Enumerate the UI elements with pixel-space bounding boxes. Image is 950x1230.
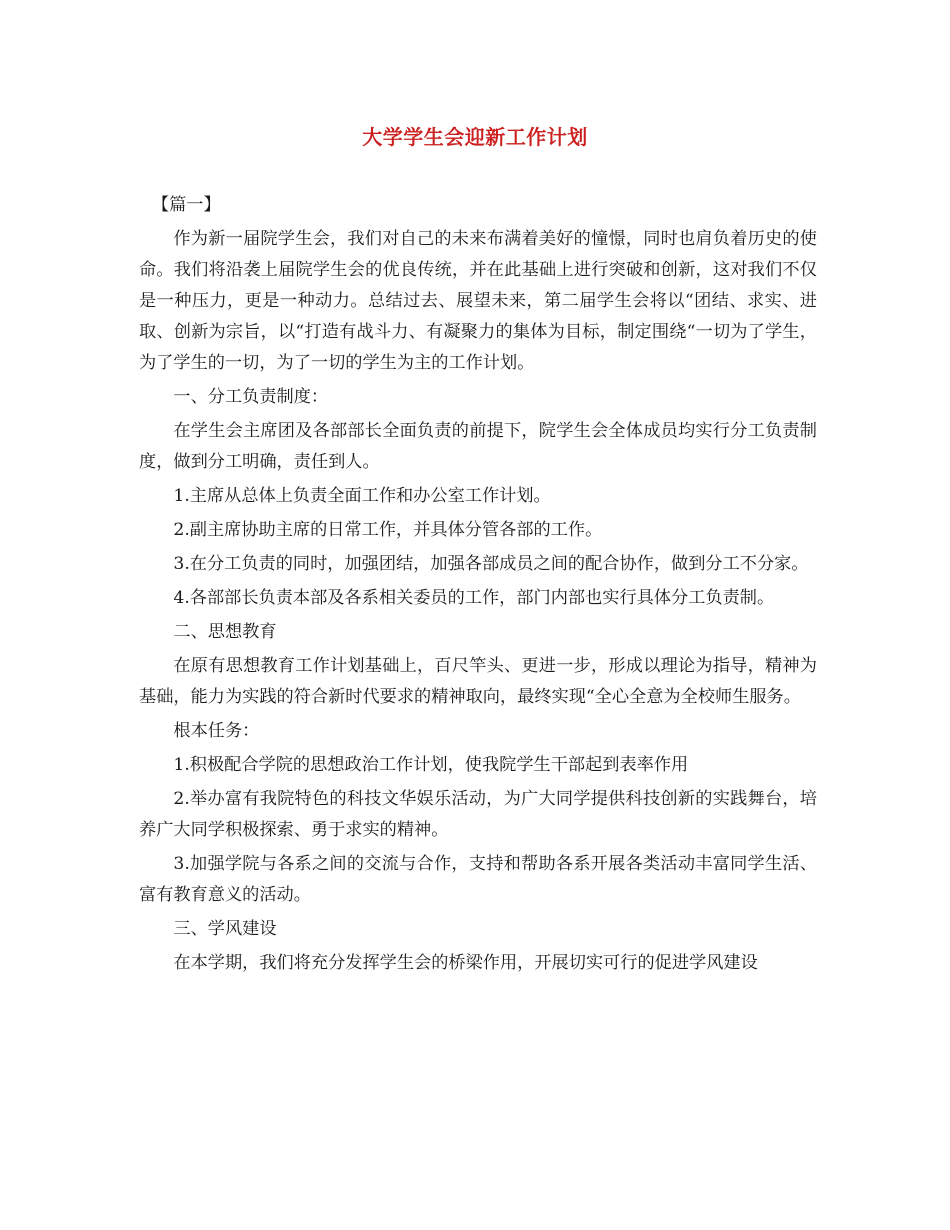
paragraph-division-intro: 在学生会主席团及各部部长全面负责的前提下，院学生会全体成员均实行分工负责制度，做到分工明确，责任到人。 bbox=[139, 421, 817, 472]
document-title: 大学学生会迎新工作计划 bbox=[362, 125, 588, 149]
list-item-task-3: 3.加强学院与各系之间的交流与合作，支持和帮助各系开展各类活动丰富同学生活、富有教育意义的活动。 bbox=[139, 854, 817, 905]
section-label: 【篇一】 bbox=[151, 195, 221, 215]
list-item-division-1: 1.主席从总体上负责全面工作和办公室工作计划。 bbox=[173, 486, 551, 506]
list-item-division-4: 4.各部部长负责本部及各系相关委员的工作，部门内部也实行具体分工负责制。 bbox=[173, 588, 775, 608]
paragraph-intro: 作为新一届院学生会，我们对自己的未来布满着美好的憧憬，同时也肩负着历史的使命。我们将沿袭上届院学生会的优良传统，并在此基础上进行突破和创新，这对我们不仅是一种压力，更是一种动力。总结过去、展望未来，第二届学生会将以“团结、求实、进取、创新为宗旨，以“打造有战斗力、有凝聚力的集体为目标，制定围绕“一切为了学生，为了学生的一切，为了一切的学生为主的工作计划。 bbox=[139, 229, 817, 373]
heading-study-style: 三、学风建设 bbox=[173, 919, 277, 939]
paragraph-ideological-intro: 在原有思想教育工作计划基础上，百尺竿头、更进一步，形成以理论为指导，精神为基础，能力为实践的符合新时代要求的精神取向，最终实现“全心全意为全校师生服务。 bbox=[139, 656, 817, 707]
list-item-division-3: 3.在分工负责的同时，加强团结，加强各部成员之间的配合协作，做到分工不分家。 bbox=[173, 554, 809, 574]
list-item-division-2: 2.副主席协助主席的日常工作，并具体分管各部的工作。 bbox=[173, 520, 603, 540]
paragraph-study-style: 在本学期，我们将充分发挥学生会的桥梁作用，开展切实可行的促进学风建设 bbox=[173, 953, 758, 973]
heading-basic-tasks: 根本任务： bbox=[173, 721, 260, 741]
list-item-task-2: 2.举办富有我院特色的科技文华娱乐活动，为广大同学提供科技创新的实践舞台，培养广大同学积极探索、勇于求实的精神。 bbox=[139, 789, 817, 840]
heading-division-of-labor: 一、分工负责制度： bbox=[173, 387, 329, 407]
list-item-task-1: 1.积极配合学院的思想政治工作计划，使我院学生干部起到表率作用 bbox=[173, 755, 689, 775]
document-body bbox=[139, 190, 817, 982]
heading-ideological-education: 二、思想教育 bbox=[173, 622, 277, 642]
